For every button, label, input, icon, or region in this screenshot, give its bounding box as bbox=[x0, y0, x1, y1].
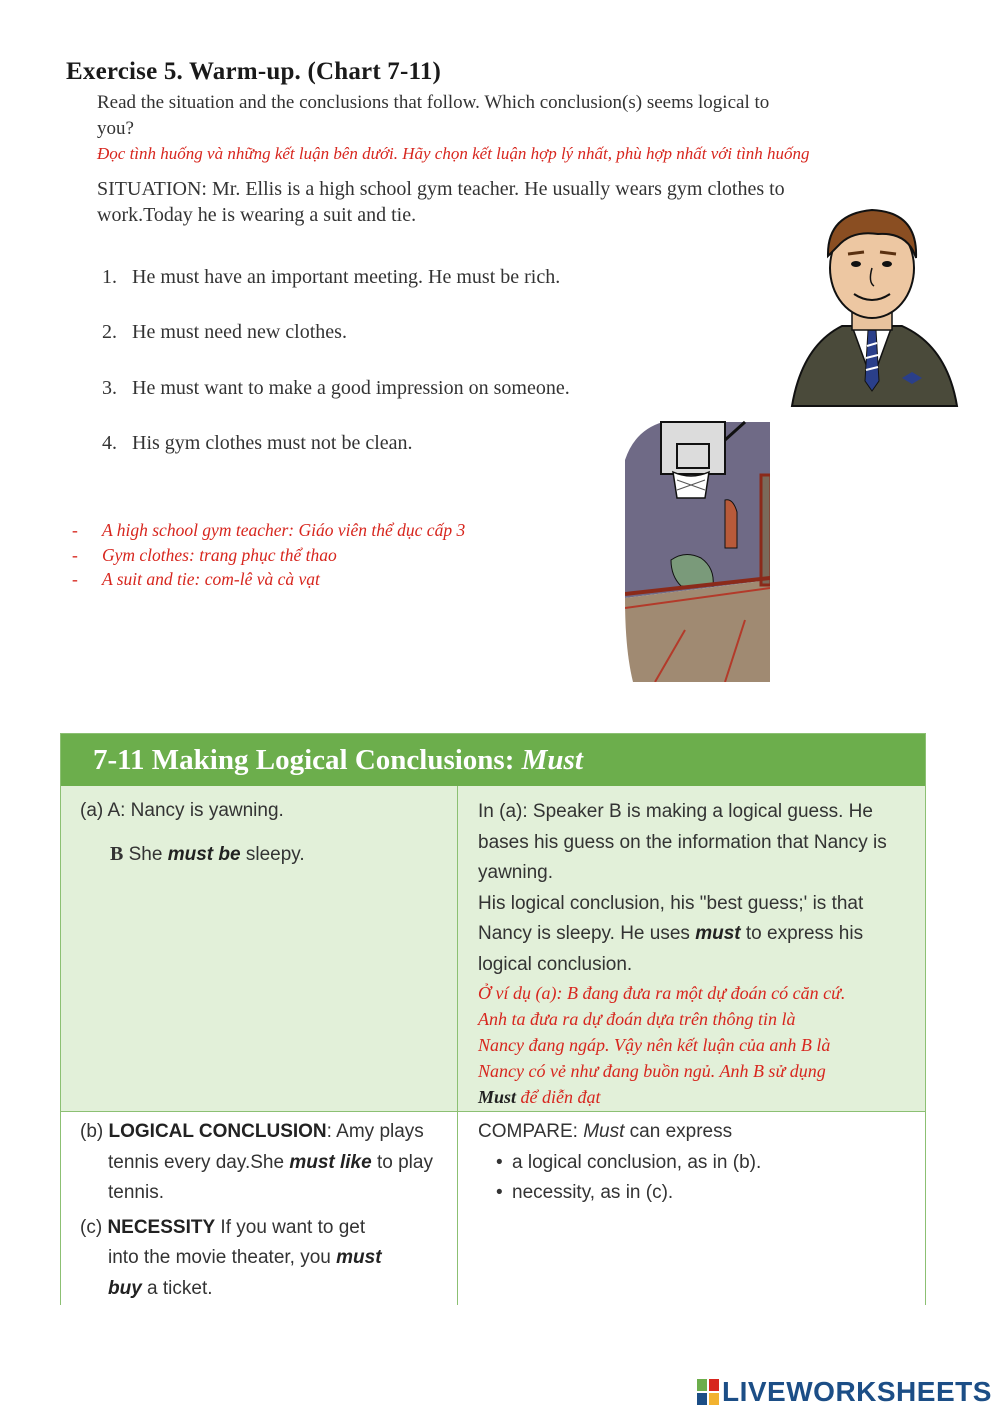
vocab-text: A suit and tie: com-lê và cà vạt bbox=[102, 569, 320, 589]
example-c-label: NECESSITY bbox=[107, 1216, 216, 1238]
liveworksheets-logo-icon bbox=[697, 1379, 719, 1405]
conclusion-number: 4. bbox=[102, 432, 117, 454]
conclusion-item[interactable] bbox=[102, 377, 570, 400]
example-a-she: She bbox=[128, 843, 168, 865]
chart-title-main: 7-11 Making Logical Conclusions: bbox=[93, 744, 522, 776]
compare-text: can express bbox=[624, 1121, 733, 1142]
compare-label: COMPARE: bbox=[478, 1121, 584, 1142]
example-b-label: LOGICAL CONCLUSION bbox=[108, 1121, 327, 1142]
example-b-text: to play bbox=[371, 1151, 433, 1173]
exercise-instructions bbox=[97, 90, 907, 142]
example-b-text: tennis every day.She bbox=[108, 1151, 290, 1173]
explanation-vi-line: Nancy đang ngáp. Vậy nên kết luận của anh B là bbox=[478, 1035, 831, 1055]
vocab-item bbox=[72, 545, 337, 566]
situation-line-1: SITUATION: Mr. Ellis is a high school gym teacher. He usually wears gym clothes to bbox=[97, 178, 785, 200]
example-c-text: into the movie theater, you bbox=[108, 1247, 337, 1268]
exercise-title-text: Exercise 5. Warm-up. (Chart 7-11) bbox=[66, 58, 442, 85]
conclusion-item[interactable] bbox=[102, 321, 347, 344]
example-b-prefix: (b) bbox=[80, 1121, 109, 1142]
example-a-must: must be bbox=[167, 843, 241, 865]
explanation-a bbox=[478, 797, 918, 1110]
compare-bullet: • a logical conclusion, as in (b). bbox=[496, 1151, 762, 1173]
explanation-line: In (a): Speaker B is making a logical guess. He bbox=[478, 801, 873, 822]
examples-bc bbox=[80, 1117, 450, 1304]
example-b-line-1 bbox=[80, 1117, 450, 1148]
explanation-vi-line: Nancy có vẻ như đang buồn ngủ. Anh B sử dụng bbox=[478, 1061, 826, 1081]
vocab-text: A high school gym teacher: Giáo viên thể dục cấp 3 bbox=[102, 520, 466, 540]
explanation-vi-line: Anh ta đưa ra dự đoán dựa trên thông tin là bbox=[478, 1009, 796, 1029]
example-a-rest: sleepy. bbox=[240, 843, 305, 865]
compare-bullet-text: necessity, as in (c). bbox=[512, 1182, 674, 1203]
example-c-must: must bbox=[336, 1247, 382, 1268]
vocab-dash: - bbox=[72, 569, 78, 589]
compare-bullet-text: a logical conclusion, as in (b). bbox=[512, 1151, 762, 1173]
example-c-text: a ticket. bbox=[141, 1277, 213, 1299]
conclusion-text: He must want to make a good impression on someone. bbox=[132, 377, 570, 399]
compare-bullet: • necessity, as in (c). bbox=[496, 1182, 674, 1203]
explanation-line: bases his guess on the information that Nancy is bbox=[478, 831, 887, 853]
example-c-line-2 bbox=[80, 1243, 450, 1274]
gym-illustration bbox=[625, 420, 770, 682]
conclusion-number: 3. bbox=[102, 377, 117, 399]
grammar-chart bbox=[60, 733, 926, 1305]
situation-line-2: work.Today he is wearing a suit and tie. bbox=[97, 204, 417, 226]
conclusion-text: He must have an important meeting. He must be rich. bbox=[132, 266, 561, 288]
explanation-line bbox=[478, 919, 918, 950]
conclusion-item[interactable] bbox=[102, 266, 560, 289]
vocab-dash: - bbox=[72, 545, 78, 565]
vocab-dash: - bbox=[72, 520, 78, 540]
vocab-text: Gym clothes: trang phục thể thao bbox=[102, 545, 337, 565]
conclusion-text: His gym clothes must not be clean. bbox=[132, 432, 413, 454]
example-a-line-2 bbox=[80, 839, 305, 871]
teacher-illustration bbox=[782, 206, 962, 414]
explanation-vi-line bbox=[478, 1084, 918, 1110]
chart-header bbox=[61, 734, 925, 786]
instructions-line-1: Read the situation and the conclusions that follow. Which conclusion(s) seems logical to bbox=[97, 92, 770, 113]
example-b-text: : Amy plays bbox=[326, 1121, 424, 1142]
conclusion-number: 2. bbox=[102, 321, 117, 343]
instructions-line-2: you? bbox=[97, 118, 134, 139]
example-a-line-1: (a) A: Nancy is yawning. bbox=[80, 800, 284, 821]
instructions-vietnamese: Đọc tình huống và những kết luận bên dưới. Hãy chọn kết luận hợp lý nhất, phù hợp nhất với tình huống bbox=[97, 144, 810, 163]
conclusion-text: He must need new clothes. bbox=[132, 321, 347, 343]
explanation-vi-line: Ở ví dụ (a): B đang đưa ra một dự đoán có căn cứ. bbox=[478, 983, 846, 1003]
speaker-b: B bbox=[110, 842, 124, 865]
example-a bbox=[80, 796, 305, 870]
example-c-buy: buy bbox=[108, 1277, 142, 1299]
chart-title-emphasis: Must bbox=[521, 744, 583, 776]
vocab-item bbox=[72, 520, 465, 541]
vocab-item bbox=[72, 569, 320, 590]
compare-must: Must bbox=[583, 1121, 625, 1142]
explanation-line: logical conclusion. bbox=[478, 953, 633, 975]
conclusion-number: 1. bbox=[102, 266, 117, 288]
exercise-title bbox=[66, 58, 441, 86]
explanation-vi-text: để diễn đạt bbox=[516, 1087, 601, 1107]
example-b-must: must like bbox=[289, 1151, 372, 1173]
explanation-text: Nancy is sleepy. He uses bbox=[478, 923, 696, 944]
explanation-line: yawning. bbox=[478, 862, 553, 883]
example-c-line-1 bbox=[80, 1213, 450, 1244]
conclusion-item[interactable] bbox=[102, 432, 413, 455]
example-c-text: If you want to get bbox=[215, 1216, 366, 1238]
explanation-line: His logical conclusion, his "best guess;' is that bbox=[478, 892, 864, 914]
explanation-vi-must: Must bbox=[478, 1087, 517, 1107]
example-b-line-3: tennis. bbox=[108, 1182, 164, 1203]
compare-line bbox=[478, 1117, 918, 1148]
chart-title bbox=[93, 744, 583, 777]
liveworksheets-logo[interactable]: LIVEWORKSHEETS bbox=[722, 1376, 992, 1407]
example-c-line-3 bbox=[80, 1274, 450, 1305]
chart-column-divider bbox=[457, 786, 458, 1305]
compare-note bbox=[478, 1117, 918, 1209]
example-c-prefix: (c) bbox=[80, 1216, 108, 1238]
explanation-must: must bbox=[695, 923, 741, 944]
explanation-text: to express his bbox=[740, 923, 864, 944]
example-b-line-2 bbox=[80, 1148, 450, 1179]
